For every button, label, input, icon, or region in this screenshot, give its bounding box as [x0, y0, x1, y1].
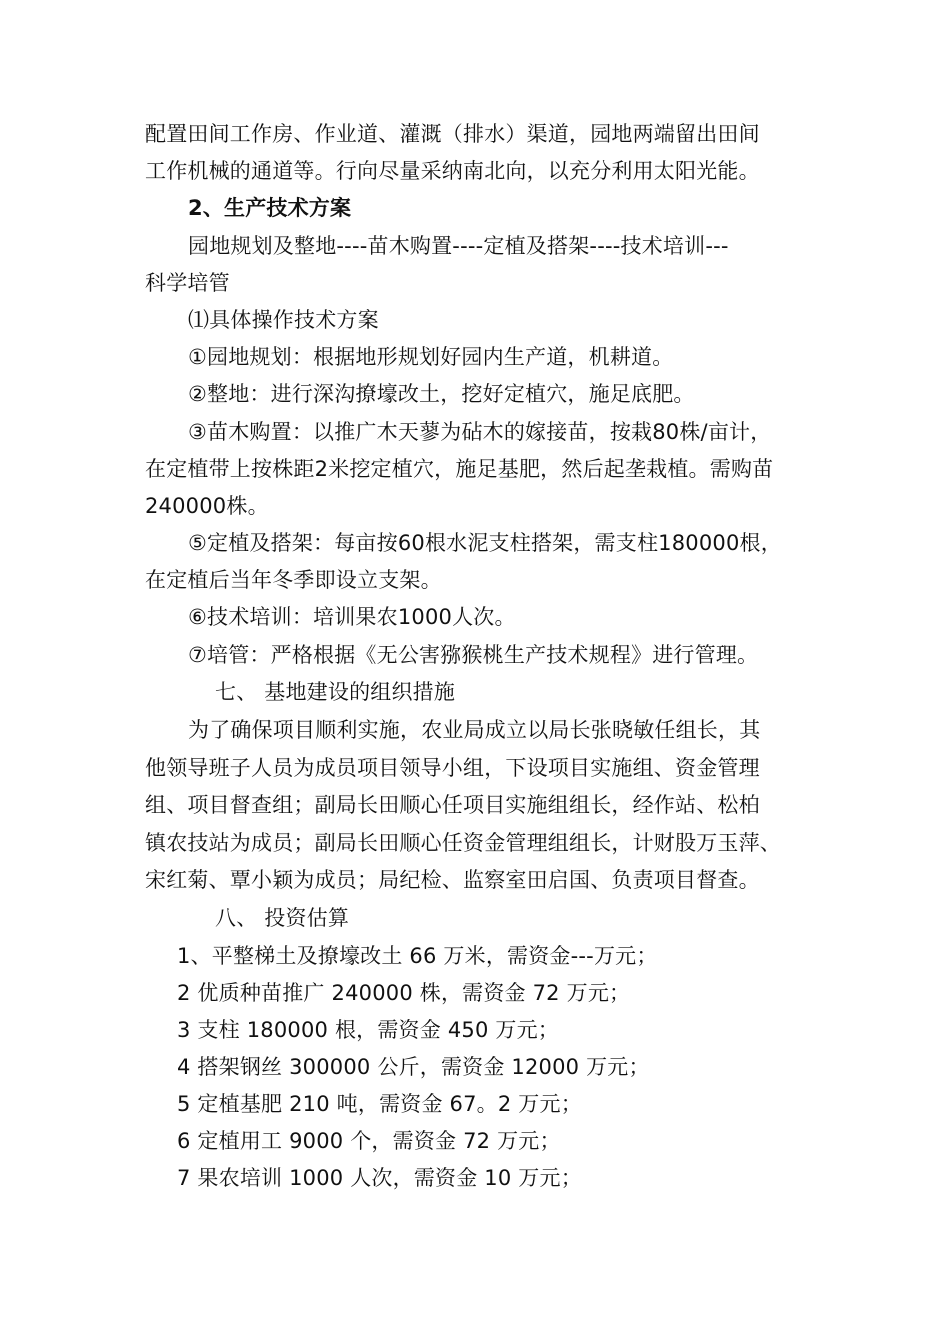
section-heading: 七、 基地建设的组织措施 — [215, 680, 456, 704]
paragraph-line: 园地规划及整地----苗木购置----定植及搭架----技术培训--- — [188, 234, 729, 258]
paragraph-line: 在定植后当年冬季即设立支架。 — [145, 568, 442, 592]
budget-item: 3 支柱 180000 根，需资金 450 万元； — [177, 1018, 559, 1042]
list-item: ②整地：进行深沟撩壕改土，挖好定植穴，施足底肥。 — [188, 382, 695, 406]
paragraph-line: 组、项目督查组；副局长田顺心任项目实施组组长，经作站、松柏 — [145, 793, 760, 817]
paragraph-line: 在定植带上按株距2米挖定植穴，施足基肥，然后起垄栽植。需购苗 — [145, 457, 774, 481]
budget-item: 4 搭架钢丝 300000 公斤，需资金 12000 万元； — [177, 1055, 650, 1079]
subsection-heading: ⑴具体操作技术方案 — [188, 308, 379, 332]
budget-item: 2 优质种苗推广 240000 株，需资金 72 万元； — [177, 981, 631, 1005]
paragraph-line: 240000株。 — [145, 494, 269, 518]
paragraph-line: 配置田间工作房、作业道、灌溉（排水）渠道，园地两端留出田间 — [145, 122, 760, 146]
paragraph-line: 宋红菊、覃小颖为成员；局纪检、监察室田启国、负责项目督查。 — [145, 868, 760, 892]
budget-item: 5 定植基肥 210 吨，需资金 67。2 万元； — [177, 1092, 582, 1116]
budget-item: 6 定植用工 9000 个，需资金 72 万元； — [177, 1129, 561, 1153]
list-item: ⑥技术培训：培训果农1000人次。 — [188, 605, 516, 629]
budget-item: 7 果农培训 1000 人次，需资金 10 万元； — [177, 1166, 582, 1190]
paragraph-line: 为了确保项目顺利实施，农业局成立以局长张晓敏任组长，其 — [188, 718, 761, 742]
paragraph-line: 科学培管 — [145, 271, 230, 295]
list-item: ①园地规划：根据地形规划好园内生产道，机耕道。 — [188, 345, 674, 369]
section-heading: 2、生产技术方案 — [188, 196, 352, 220]
paragraph-line: 他领导班子人员为成员项目领导小组，下设项目实施组、资金管理 — [145, 756, 760, 780]
list-item: ⑤定植及搭架：每亩按60根水泥支柱搭架，需支柱180000根， — [188, 531, 782, 555]
section-heading: 八、 投资估算 — [215, 906, 350, 930]
budget-item: 1、平整梯土及撩壕改土 66 万米，需资金---万元； — [177, 944, 658, 968]
list-item: ③苗木购置：以推广木天蓼为砧木的嫁接苗，按栽80株/亩计， — [188, 420, 772, 444]
paragraph-line: 工作机械的通道等。行向尽量采纳南北向，以充分利用太阳光能。 — [145, 159, 760, 183]
list-item: ⑦培管：严格根据《无公害猕猴桃生产技术规程》进行管理。 — [188, 643, 759, 667]
paragraph-line: 镇农技站为成员；副局长田顺心任资金管理组组长，计财股万玉萍、 — [145, 831, 781, 855]
